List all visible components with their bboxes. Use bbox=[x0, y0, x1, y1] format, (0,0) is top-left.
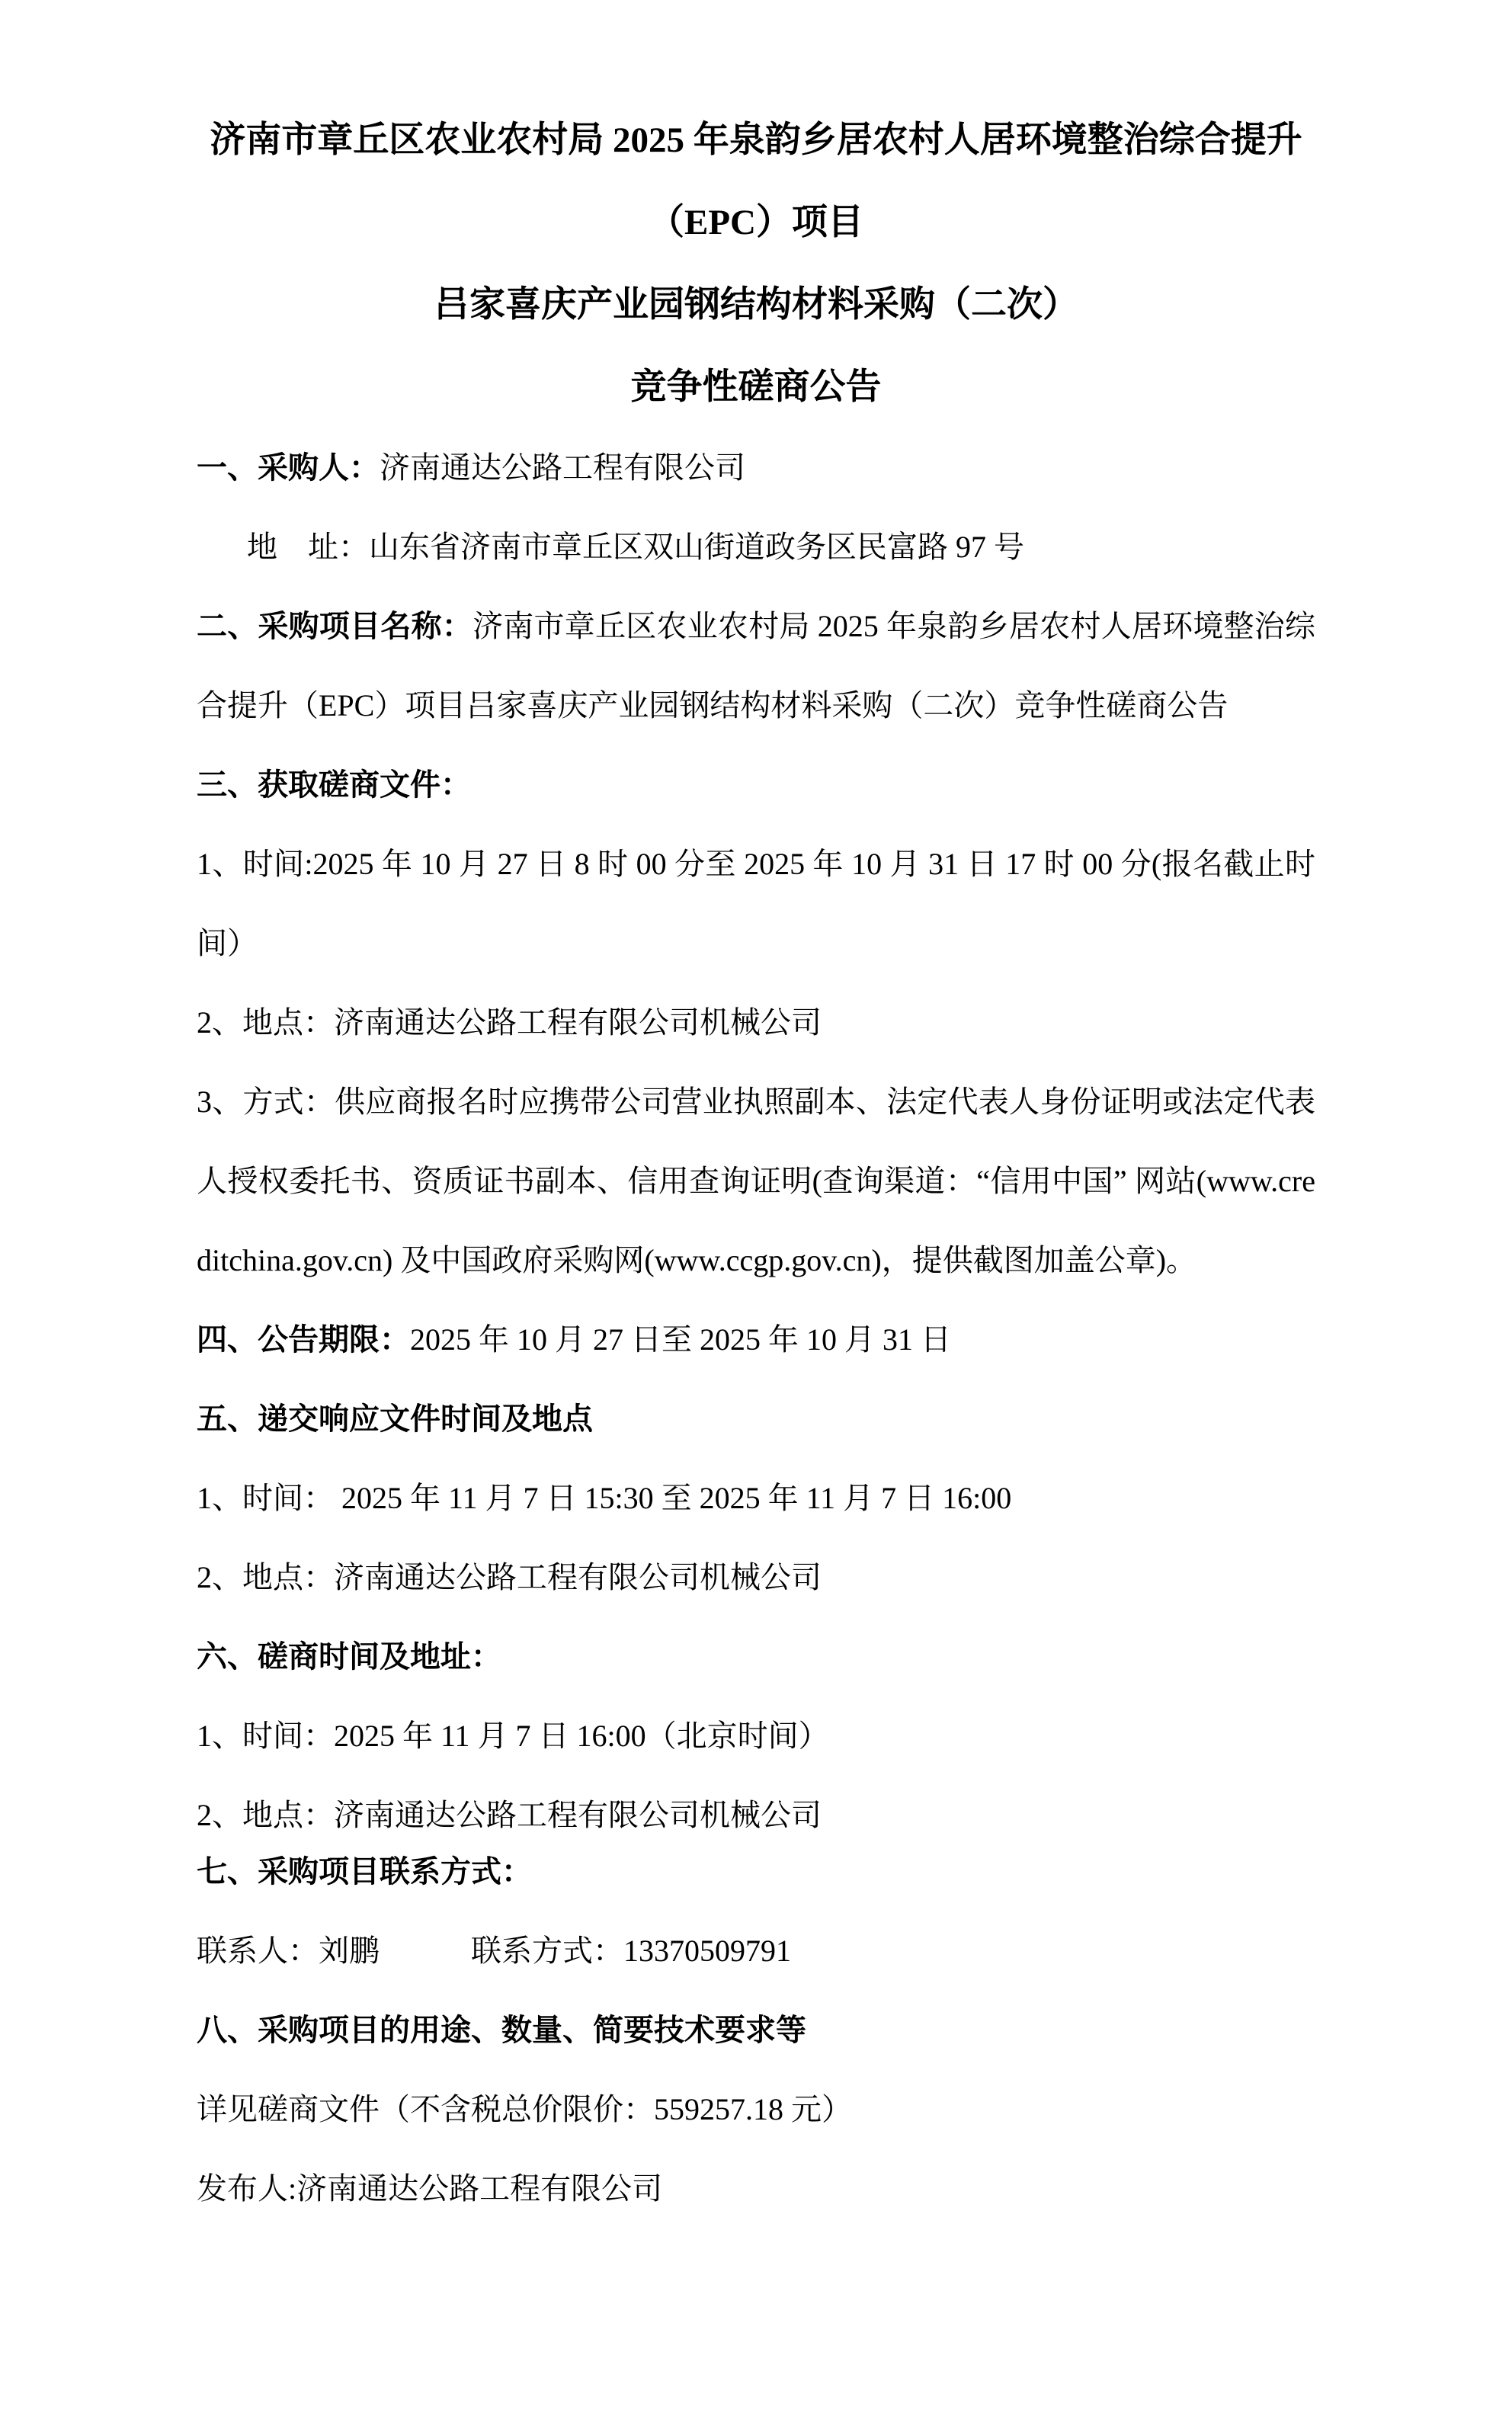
document-title-line-3: 竞争性磋商公告 bbox=[630, 367, 882, 407]
paragraph-label: 四、公告期限： bbox=[197, 1322, 410, 1357]
document-paragraph bbox=[197, 1062, 1315, 1300]
document-title-line-1: 济南市章丘区农业农村局 2025 年泉韵乡居农村人居环境整治综合提升（EPC）项目 bbox=[210, 120, 1302, 242]
paragraph-text: 2、地点：济南通达公路工程有限公司机械公司 bbox=[197, 1005, 822, 1040]
paragraph-label: 八、采购项目的用途、数量、简要技术要求等 bbox=[197, 2013, 806, 2047]
document-paragraph bbox=[197, 2070, 1315, 2149]
paragraph-label: 一、采购人： bbox=[197, 450, 380, 485]
document-paragraph bbox=[197, 2149, 1315, 2229]
paragraph-label: 三、获取磋商文件： bbox=[197, 767, 471, 802]
document-paragraph bbox=[197, 1379, 1315, 1459]
paragraph-label: 二、采购项目名称： bbox=[197, 609, 473, 643]
paragraph-text: 济南通达公路工程有限公司 bbox=[380, 450, 745, 485]
document-paragraph bbox=[197, 825, 1315, 983]
paragraph-label: 五、递交响应文件时间及地点 bbox=[197, 1402, 593, 1436]
document-paragraph bbox=[197, 745, 1315, 825]
paragraph-text: 济南市章丘区农业农村局 2025 年泉韵乡居农村人居环境整治综合提升（EPC）项目吕家喜庆产业园钢结构材料采购（二次）竞争性磋商公告 bbox=[197, 609, 1316, 723]
document-paragraph bbox=[197, 428, 1315, 508]
document-paragraph bbox=[197, 1300, 1315, 1379]
paragraph-text: 发布人:济南通达公路工程有限公司 bbox=[197, 2171, 663, 2206]
document-title-line-2: 吕家喜庆产业园钢结构材料采购（二次） bbox=[434, 285, 1078, 325]
paragraph-text: 1、时间： 2025 年 11 月 7 日 15:30 至 2025 年 11 月 7 日 16:00 bbox=[197, 1481, 1012, 1515]
paragraph-text: 2025 年 10 月 27 日至 2025 年 10 月 31 日 bbox=[410, 1322, 951, 1357]
paragraph-text: 联系人：刘鹏 联系方式：13370509791 bbox=[197, 1934, 791, 1968]
document-paragraph bbox=[197, 508, 1315, 587]
document-paragraph bbox=[197, 1459, 1315, 1538]
paragraph-text: 2、地点：济南通达公路工程有限公司机械公司 bbox=[197, 1560, 822, 1594]
document-paragraph bbox=[197, 983, 1315, 1062]
paragraph-text: 地 址：山东省济南市章丘区双山街道政务区民富路 97 号 bbox=[247, 530, 1024, 564]
paragraph-text: 2、地点：济南通达公路工程有限公司机械公司 bbox=[197, 1798, 822, 1832]
paragraph-text: 1、时间：2025 年 11 月 7 日 16:00（北京时间） bbox=[197, 1719, 829, 1753]
document-body bbox=[197, 428, 1315, 2229]
paragraph-text: 1、时间:2025 年 10 月 27 日 8 时 00 分至 2025 年 10 月 31 日 17 时 00 分(报名截止时间） bbox=[197, 847, 1315, 960]
document-paragraph bbox=[197, 1911, 1315, 1991]
paragraph-text: 3、方式：供应商报名时应携带公司营业执照副本、法定代表人身份证明或法定代表人授权委托书、资质证书副本、信用查询证明(查询渠道：“信用中国” 网站(www.creditchina.gov.cn) 及中国政府采购网(www.ccgp.gov.cn)，提供截图加盖公章)。 bbox=[197, 1085, 1315, 1277]
paragraph-text: 详见磋商文件（不含税总价限价：559257.18 元） bbox=[197, 2092, 852, 2126]
paragraph-label: 六、磋商时间及地址： bbox=[197, 1639, 501, 1674]
document-paragraph bbox=[197, 1991, 1315, 2070]
document-paragraph bbox=[197, 1697, 1315, 1776]
document-paragraph bbox=[197, 1617, 1315, 1697]
document-paragraph bbox=[197, 1538, 1315, 1617]
paragraph-label: 七、采购项目联系方式： bbox=[197, 1854, 532, 1889]
document-paragraph bbox=[197, 587, 1315, 745]
